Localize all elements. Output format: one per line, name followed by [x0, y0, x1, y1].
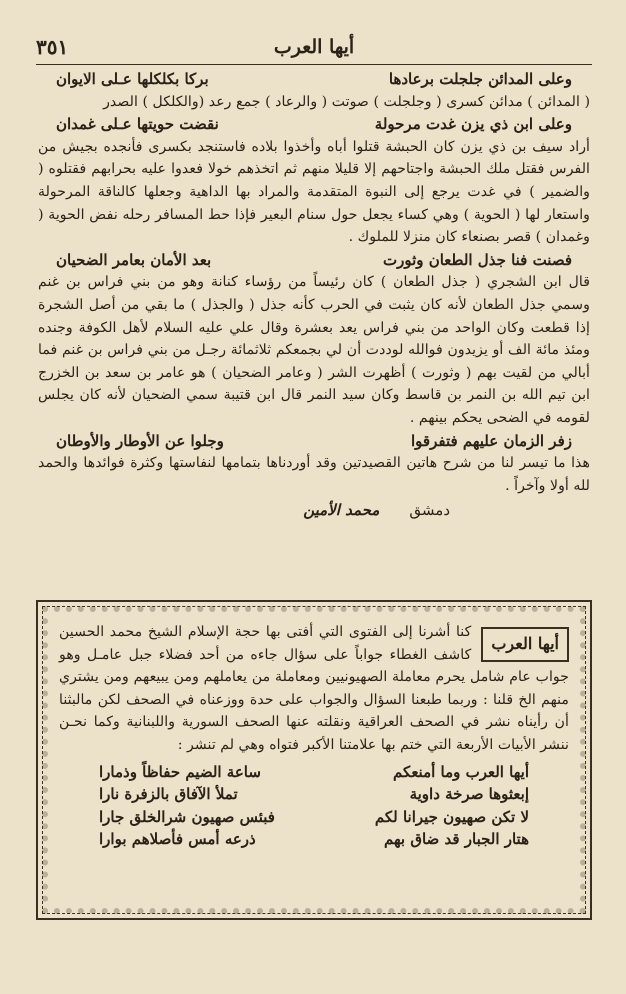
poem-verse: [59, 761, 569, 784]
signature-line: [38, 499, 590, 522]
commentary-paragraph: أراد سيف بن ذي يزن كان الحبشة قتلوا أباه وأخذوا بلاده فاستنجد بكسرى فأنجده بجيش من الفرس فقتل ملك الحبشة واجتاحهم إلا قليلا منهم ثم اتخذهم خولا فعدوا عليه بحرابهم فقتلوه ( والضمير ) في غدت يرجع إلى النبوة المتقدمة والمراد بها الداهية وجعلها كالناقة المرحولة واستعار لها ( الحوية ) وهي كساء يجعل حول سنام البعير فإذا حط المسافر رحله نفض الحوية ( وغمدان ) قصر بصنعاء كان منزلا للملوك .: [38, 138, 590, 246]
page-header: [36, 30, 592, 65]
verse-hemistich-right: أيها العرب وما أمنعكم: [393, 762, 529, 781]
verse-hemistich-right: فصنت فنا جذل الطعان وثورت: [382, 250, 572, 269]
verse-hemistich-right: وعلى المدائن جلجلت برعادها: [388, 70, 572, 88]
closing-paragraph: هذا ما تيسر لنا من شرح هاتين القصيدتين وقد أوردناها بتمامها لنفاستها وكثرة فوائدها والحمد لله أولا وآخراً .: [38, 455, 590, 494]
verse-hemistich-left: ساعة الضيم حفاظاً وذمارا: [99, 762, 261, 781]
verse-line: [38, 113, 590, 136]
signature-place: دمشق: [409, 501, 450, 520]
verse-hemistich-right: وعلى ابن ذي يزن غدت مرحولة: [374, 115, 572, 134]
verse-hemistich-left: بعد الأمان بعامر الضحيان: [56, 250, 212, 269]
verse-hemistich-left: فبئس صهيون شرالخلق جارا: [99, 807, 275, 826]
poem-verse: [59, 783, 569, 806]
page-number: ٣٥١: [36, 35, 69, 59]
verse-hemistich-right: زفر الزمان عليهم فتفرقوا: [411, 431, 572, 450]
verse-line: [38, 249, 590, 272]
verse-line: [38, 430, 590, 453]
verse-hemistich-left: بركا بكلكلها عـلى الايوان: [56, 70, 209, 88]
verse-hemistich-left: نقضت حويتها عـلى غمدان: [56, 115, 219, 134]
verse-hemistich-left: ذرعه أمس فأصلاهم بوارا: [99, 830, 256, 849]
notice-poem: [59, 761, 569, 851]
gloss-paragraph: ( المدائن ) مدائن كسرى ( وجلجلت ) صوتت ( والرعاد ) جمع رعد (والكلكل ) الصدر: [103, 93, 590, 110]
framed-notice: [36, 600, 592, 920]
notice-text: كنا أشرنا إلى الفتوى التي أفتى بها حجة الإسلام الشيخ محمد الحسين كاشف الغطاء جواباً على سؤال جاءه من أحد فضلاء جبل عامـل وهو جواب عام شامل يحرم معاملة الصهيونيين ومعاملة من يعاملهم ومن يبيعهم ومن يشتري منهم الخ قلنا : وربما طبعنا السؤال والجواب على حدة ووزعناه في الصحف لكن مالبثنا أن رأيناه نشر في الصحف العراقية ونقلته عنها الصحف السورية واللبنانية وكما نحـن ننشر الأبيات الأربعة التي ختم بها علامتنا الأكبر فتواه وهي لم تنشر :: [59, 624, 569, 753]
main-text: [38, 68, 590, 522]
verse-hemistich-right: لا تكن صهيون جيرانا لكم: [374, 807, 529, 826]
verse-hemistich-right: هتار الجبار قد ضاق بهم: [384, 830, 529, 849]
verse-hemistich-right: إبعثوها صرخة داوية: [409, 785, 529, 804]
verse-hemistich-left: تملأ الآفاق بالزفرة نارا: [99, 785, 238, 804]
signature-author: محمد الأمين: [303, 501, 380, 520]
running-title: أيها العرب: [273, 36, 355, 58]
verse-hemistich-left: وجلوا عن الأوطار والأوطان: [56, 431, 224, 450]
verse-line: [38, 68, 590, 91]
notice-title: أيها العرب: [481, 627, 569, 662]
poem-verse: [59, 828, 569, 851]
commentary-paragraph: قال ابن الشجري ( جذل الطعان ) كان رئيساً من رؤساء كنانة وهو من بني فراس بن غنم وسمي جذل الطعان لأنه كان يثبت في الحرب كأنه جذل ( والجذل ) ما بقي من أصل الشجرة إذا قطعت وكان الواحد من بني فراس يعد بعشرة وقال علي عليه السلام لأهل الكوفة وجنده ومئذ مائة الف أو يزيدون فوالله لوددت أن لي بجمعكم ثلاثمائة رجـل من بني فراس بن غنم فما أبالي من لقيت بهم ( وثورت ) أظهرت الشر ( وعامر الضحيان ) هو عامر بن سعد بن الخزرج ابن تيم الله بن النمر بن قاسط وكان سيد النمر قال ابن قتيبة سمي الضحيان لأنه كان يجلس لقومه في الضحى يحكم بينهم .: [38, 274, 590, 426]
framed-notice-inner: [42, 606, 586, 914]
poem-verse: [59, 806, 569, 829]
